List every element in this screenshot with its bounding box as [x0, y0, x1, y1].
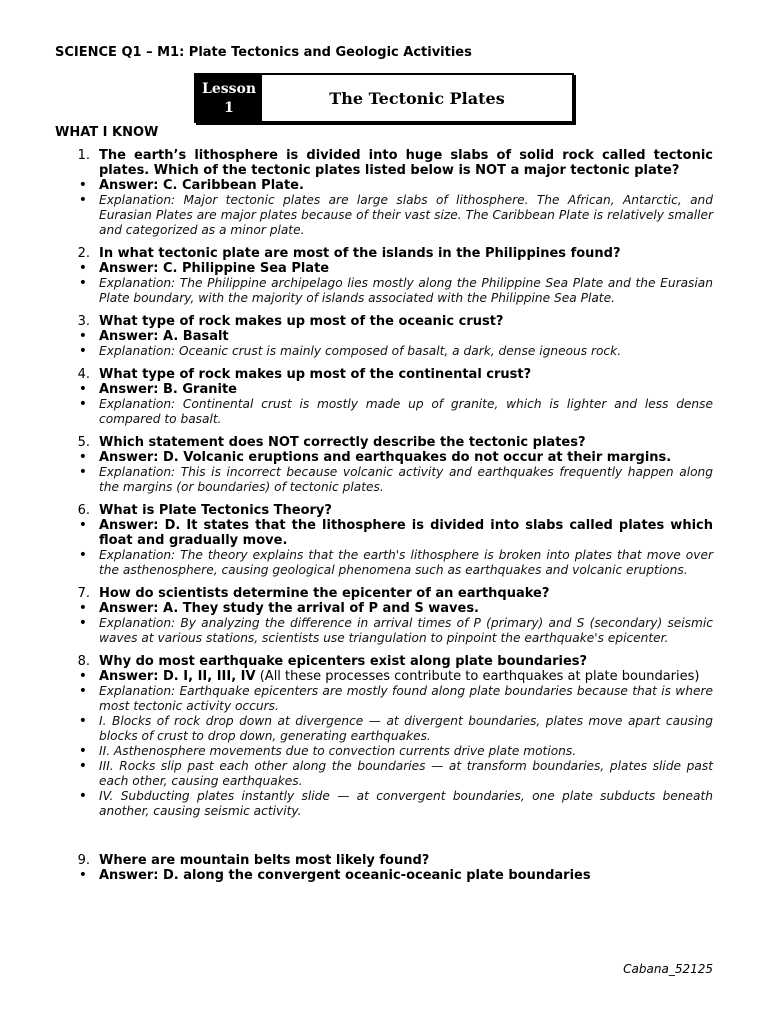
question-text: How do scientists determine the epicenter of an earthquake? — [99, 586, 550, 601]
question-item — [55, 148, 713, 238]
question-item — [55, 314, 713, 359]
bullet-icon: • — [78, 668, 87, 684]
bullet-icon: • — [78, 517, 87, 533]
explanation-text: Explanation: Earthquake epicenters are mostly found along plate boundaries because that is where most tectonic activity occurs. — [99, 684, 713, 713]
question-list — [55, 148, 713, 891]
question-number: 5. — [77, 435, 90, 450]
lesson-badge-number: 1 — [224, 100, 234, 116]
bullet-icon: • — [78, 396, 87, 412]
answer-note: (All these processes contribute to earthquakes at plate boundaries) — [255, 669, 700, 684]
question-item — [55, 654, 713, 819]
bullet-icon: • — [78, 192, 87, 208]
answer-text: Answer: D. I, II, III, IV — [99, 669, 256, 684]
bullet-icon: • — [78, 683, 87, 699]
question-number: 6. — [77, 503, 90, 518]
sub-point-text: III. Rocks slip past each other along the boundaries — at transform boundaries, plates slide past each other, causing earthquakes. — [99, 759, 713, 788]
question-text: What is Plate Tectonics Theory? — [99, 503, 332, 518]
bullet-icon: • — [78, 615, 87, 631]
bullet-icon: • — [78, 177, 87, 193]
bullet-icon: • — [78, 343, 87, 359]
bullet-icon: • — [78, 867, 87, 883]
bullet-icon: • — [78, 275, 87, 291]
sub-point-text: I. Blocks of rock drop down at divergence — at divergent boundaries, plates move apart causing blocks of crust to drop down, generating earthquakes. — [99, 714, 713, 743]
bullet-icon: • — [78, 788, 87, 804]
answer-text: Answer: D. along the convergent oceanic-oceanic plate boundaries — [99, 868, 591, 883]
question-number: 2. — [77, 246, 90, 261]
bullet-icon: • — [78, 758, 87, 774]
explanation-text: Explanation: Continental crust is mostly made up of granite, which is lighter and less dense compared to basalt. — [99, 397, 713, 426]
answer-text: Answer: A. They study the arrival of P and S waves. — [99, 601, 479, 616]
question-text: In what tectonic plate are most of the islands in the Philippines found? — [99, 246, 621, 261]
question-text: Why do most earthquake epicenters exist along plate boundaries? — [99, 654, 588, 669]
explanation-text: Explanation: Oceanic crust is mainly composed of basalt, a dark, dense igneous rock. — [99, 344, 622, 358]
bullet-icon: • — [78, 600, 87, 616]
lesson-badge-label: Lesson — [201, 81, 257, 97]
question-number: 3. — [77, 314, 90, 329]
explanation-text: Explanation: This is incorrect because volcanic activity and earthquakes frequently happen along the margins (or boundaries) of tectonic plates. — [99, 465, 713, 494]
question-item — [55, 503, 713, 578]
bullet-icon: • — [78, 328, 87, 344]
explanation-text: Explanation: Major tectonic plates are large slabs of lithosphere. The African, Antarctic, and Eurasian Plates are major plates because of their vast size. The Caribbean Plate is relatively smaller and categorized as a minor plate. — [99, 193, 713, 237]
answer-text: Answer: C. Philippine Sea Plate — [99, 261, 330, 276]
question-text: Which statement does NOT correctly describe the tectonic plates? — [99, 435, 586, 450]
question-number: 4. — [77, 367, 90, 382]
question-number: 8. — [77, 654, 90, 669]
question-number: 1. — [77, 148, 90, 163]
lesson-title: The Tectonic Plates — [329, 88, 505, 108]
question-number: 7. — [77, 586, 90, 601]
answer-text: Answer: B. Granite — [99, 382, 237, 397]
question-item — [55, 853, 713, 883]
explanation-text: Explanation: The Philippine archipelago lies mostly along the Philippine Sea Plate and the Eurasian Plate boundary, with the majority of islands associated with the Philippine Sea Plate. — [99, 276, 713, 305]
sub-point-text: II. Asthenosphere movements due to convection currents drive plate motions. — [99, 744, 577, 758]
question-text: What type of rock makes up most of the oceanic crust? — [99, 314, 504, 329]
lesson-banner — [194, 73, 574, 123]
answer-text: Answer: D. It states that the lithosphere is divided into slabs called plates which float and gradually move. — [99, 518, 713, 548]
bullet-icon: • — [78, 713, 87, 729]
sub-point-text: IV. Subducting plates instantly slide — at convergent boundaries, one plate subducts beneath another, causing seismic activity. — [99, 789, 713, 818]
lesson-badge — [196, 75, 262, 121]
bullet-icon: • — [78, 464, 87, 480]
question-item — [55, 586, 713, 646]
bullet-icon: • — [78, 547, 87, 563]
bullet-icon: • — [78, 743, 87, 759]
question-item — [55, 367, 713, 427]
question-text: Where are mountain belts most likely found? — [99, 853, 430, 868]
answer-text: Answer: D. Volcanic eruptions and earthquakes do not occur at their margins. — [99, 450, 672, 465]
footer-signature: Cabana_52125 — [623, 962, 713, 976]
bullet-icon: • — [78, 449, 87, 465]
question-text: The earth’s lithosphere is divided into huge slabs of solid rock called tectonic plates. Which of the tectonic plates listed below is NOT a major tectonic plate? — [99, 148, 713, 178]
bullet-icon: • — [78, 381, 87, 397]
section-label: WHAT I KNOW — [55, 125, 159, 140]
question-text: What type of rock makes up most of the continental crust? — [99, 367, 532, 382]
question-item — [55, 435, 713, 495]
answer-text: Answer: A. Basalt — [99, 329, 229, 344]
document-header-title: SCIENCE Q1 – M1: Plate Tectonics and Geologic Activities — [55, 45, 472, 60]
bullet-icon: • — [78, 260, 87, 276]
answer-text: Answer: C. Caribbean Plate. — [99, 178, 304, 193]
explanation-text: Explanation: The theory explains that the earth's lithosphere is broken into plates that move over the asthenosphere, causing geological phenomena such as earthquakes and volcanic eruptions. — [99, 548, 713, 577]
explanation-text: Explanation: By analyzing the difference in arrival times of P (primary) and S (secondary) seismic waves at various stations, scientists use triangulation to pinpoint the earthquake's epicenter. — [99, 616, 713, 645]
question-number: 9. — [77, 853, 90, 868]
question-item — [55, 246, 713, 306]
